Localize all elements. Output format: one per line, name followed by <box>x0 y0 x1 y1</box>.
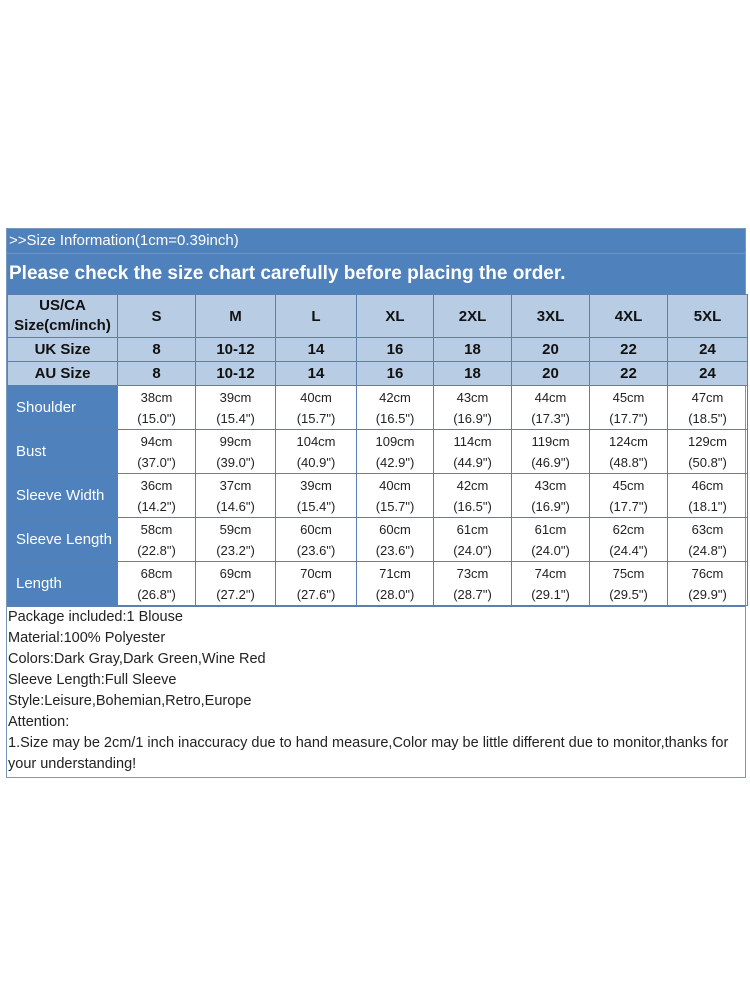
measurement-cell <box>357 562 434 606</box>
us-size-cell: L <box>276 295 357 338</box>
cm-value: 39cm <box>300 477 332 493</box>
inch-value: (15.7") <box>296 410 336 426</box>
cm-value: 109cm <box>375 433 415 449</box>
measurement-cell <box>434 562 512 606</box>
inch-value: (46.9") <box>531 454 570 470</box>
cm-value: 74cm <box>534 565 567 581</box>
cm-value: 47cm <box>691 389 724 405</box>
measurement-label: Shoulder <box>8 386 118 430</box>
au-size-cell: 18 <box>434 362 512 386</box>
au-size-cell: 16 <box>357 362 434 386</box>
inch-value: (14.6") <box>216 498 255 514</box>
inch-value: (27.2") <box>216 586 255 602</box>
cm-value: 76cm <box>691 565 724 581</box>
cm-value: 68cm <box>140 565 173 581</box>
cm-value: 104cm <box>296 433 336 449</box>
sleeve-note: Sleeve Length:Full Sleeve <box>8 672 177 688</box>
inch-value: (17.3") <box>531 410 570 426</box>
au-size-cell: 14 <box>276 362 357 386</box>
cm-value: 119cm <box>531 433 570 449</box>
cm-value: 37cm <box>219 477 252 493</box>
measurement-cell <box>434 474 512 518</box>
cm-value: 60cm <box>379 521 411 537</box>
measurement-cell <box>434 518 512 562</box>
measurement-cell <box>118 562 196 606</box>
measurement-cell <box>590 562 668 606</box>
measurement-row <box>8 430 748 474</box>
measurement-cell <box>118 386 196 430</box>
inch-value: (16.5") <box>375 410 415 426</box>
inch-value: (29.9") <box>688 586 727 602</box>
inch-value: (15.7") <box>375 498 415 514</box>
cm-value: 45cm <box>612 389 645 405</box>
cm-value: 61cm <box>534 521 567 537</box>
us-size-cell: 5XL <box>668 295 748 338</box>
measurement-cell <box>512 562 590 606</box>
size-info-title: >>Size Information(1cm=0.39inch) <box>7 229 745 254</box>
cm-value: 43cm <box>534 477 567 493</box>
measurement-cell <box>668 518 748 562</box>
cm-value: 99cm <box>219 433 252 449</box>
uk-size-cell: 18 <box>434 338 512 362</box>
cm-value: 129cm <box>687 433 728 449</box>
cm-value: 59cm <box>219 521 252 537</box>
measurement-label: Length <box>8 562 118 606</box>
inch-value: (40.9") <box>296 454 336 470</box>
cm-value: 70cm <box>300 565 332 581</box>
measurement-cell <box>196 430 276 474</box>
us-size-row <box>8 295 748 338</box>
measurement-label: Sleeve Length <box>8 518 118 562</box>
size-table <box>7 294 748 606</box>
cm-value: 58cm <box>140 521 173 537</box>
cm-value: 94cm <box>140 433 173 449</box>
measurement-cell <box>276 474 357 518</box>
inch-value: (17.7") <box>609 410 648 426</box>
us-size-cell: 3XL <box>512 295 590 338</box>
measurement-cell <box>357 430 434 474</box>
cm-value: 42cm <box>379 389 411 405</box>
inch-value: (24.4") <box>609 542 648 558</box>
inch-value: (28.0") <box>375 586 415 602</box>
cm-value: 124cm <box>608 433 649 449</box>
cm-value: 43cm <box>456 389 489 405</box>
cm-value: 45cm <box>612 477 645 493</box>
measurement-cell <box>276 518 357 562</box>
au-size-label: AU Size <box>8 362 118 386</box>
measurement-cell <box>590 474 668 518</box>
cm-value: 42cm <box>456 477 489 493</box>
inch-value: (23.6") <box>296 542 336 558</box>
uk-size-cell: 10-12 <box>196 338 276 362</box>
inch-value: (28.7") <box>453 586 492 602</box>
material-note: Material:100% Polyester <box>8 630 166 646</box>
cm-value: 62cm <box>612 521 645 537</box>
measurement-cell <box>590 430 668 474</box>
measurement-cell <box>590 386 668 430</box>
measurement-cell <box>668 386 748 430</box>
measurement-cell <box>276 562 357 606</box>
us-size-cell: 4XL <box>590 295 668 338</box>
measurement-cell <box>668 430 748 474</box>
measurement-cell <box>357 386 434 430</box>
measurement-cell <box>196 562 276 606</box>
inch-value: (42.9") <box>375 454 415 470</box>
measurement-cell <box>512 386 590 430</box>
measurement-row <box>8 562 748 606</box>
cm-value: 61cm <box>456 521 489 537</box>
inch-value: (26.8") <box>137 586 176 602</box>
inch-value: (17.7") <box>609 498 648 514</box>
au-size-row <box>8 362 748 386</box>
us-label-line1: US/CA <box>39 297 86 314</box>
inch-value: (39.0") <box>216 454 255 470</box>
measurement-cell <box>196 474 276 518</box>
inch-value: (15.0") <box>137 410 176 426</box>
inch-value: (18.5") <box>688 410 727 426</box>
size-chart <box>6 228 746 778</box>
measurement-cell <box>196 386 276 430</box>
measurement-cell <box>196 518 276 562</box>
measurement-label: Bust <box>8 430 118 474</box>
us-size-cell: S <box>118 295 196 338</box>
measurement-cell <box>590 518 668 562</box>
colors-note: Colors:Dark Gray,Dark Green,Wine Red <box>8 651 266 667</box>
size-notice: Please check the size chart carefully before placing the order. <box>9 263 566 284</box>
uk-size-cell: 22 <box>590 338 668 362</box>
measurement-cell <box>512 518 590 562</box>
us-size-label <box>8 295 118 338</box>
au-size-cell: 20 <box>512 362 590 386</box>
cm-value: 71cm <box>379 565 411 581</box>
inch-value: (16.9") <box>453 410 492 426</box>
inch-value: (44.9") <box>453 454 492 470</box>
inch-value: (18.1") <box>688 498 727 514</box>
style-note: Style:Leisure,Bohemian,Retro,Europe <box>8 693 252 709</box>
inch-value: (48.8") <box>609 454 648 470</box>
measurement-row <box>8 386 748 430</box>
measurement-cell <box>434 386 512 430</box>
au-size-cell: 22 <box>590 362 668 386</box>
au-size-cell: 8 <box>118 362 196 386</box>
inch-value: (15.4") <box>296 498 336 514</box>
measurement-row <box>8 474 748 518</box>
uk-size-cell: 8 <box>118 338 196 362</box>
uk-size-label: UK Size <box>8 338 118 362</box>
inch-value: (16.5") <box>453 498 492 514</box>
attention-heading: Attention: <box>8 714 70 730</box>
inch-value: (24.0") <box>453 542 492 558</box>
cm-value: 39cm <box>219 389 252 405</box>
inch-value: (29.1") <box>531 586 570 602</box>
inch-value: (23.6") <box>375 542 415 558</box>
cm-value: 44cm <box>534 389 567 405</box>
uk-size-cell: 24 <box>668 338 748 362</box>
cm-value: 73cm <box>456 565 489 581</box>
disclaimer-note: 1.Size may be 2cm/1 inch inaccuracy due to hand measure,Color may be little different due to monitor,thanks for your understanding! <box>8 735 729 772</box>
size-info-banner <box>7 229 745 294</box>
inch-value: (16.9") <box>531 498 570 514</box>
measurement-cell <box>512 474 590 518</box>
measurement-cell <box>512 430 590 474</box>
measurement-cell <box>357 474 434 518</box>
product-notes <box>7 606 745 777</box>
cm-value: 40cm <box>300 389 332 405</box>
cm-value: 36cm <box>140 477 173 493</box>
measurement-cell <box>357 518 434 562</box>
inch-value: (23.2") <box>216 542 255 558</box>
uk-size-row <box>8 338 748 362</box>
measurement-cell <box>434 430 512 474</box>
us-size-cell: XL <box>357 295 434 338</box>
measurement-cell <box>668 474 748 518</box>
inch-value: (50.8") <box>688 454 727 470</box>
uk-size-cell: 20 <box>512 338 590 362</box>
cm-value: 63cm <box>691 521 724 537</box>
measurement-cell <box>118 430 196 474</box>
measurement-label: Sleeve Width <box>8 474 118 518</box>
cm-value: 114cm <box>453 433 492 449</box>
uk-size-cell: 14 <box>276 338 357 362</box>
cm-value: 75cm <box>612 565 645 581</box>
inch-value: (24.8") <box>688 542 727 558</box>
us-size-cell: 2XL <box>434 295 512 338</box>
us-label-line2: Size(cm/inch) <box>14 317 111 334</box>
inch-value: (29.5") <box>609 586 648 602</box>
cm-value: 60cm <box>300 521 332 537</box>
measurement-cell <box>118 474 196 518</box>
measurement-row <box>8 518 748 562</box>
cm-value: 46cm <box>691 477 724 493</box>
package-note: Package included:1 Blouse <box>8 609 183 625</box>
measurement-cell <box>276 386 357 430</box>
inch-value: (14.2") <box>137 498 176 514</box>
us-size-cell: M <box>196 295 276 338</box>
inch-value: (27.6") <box>296 586 336 602</box>
au-size-cell: 24 <box>668 362 748 386</box>
cm-value: 40cm <box>379 477 411 493</box>
uk-size-cell: 16 <box>357 338 434 362</box>
measurement-cell <box>118 518 196 562</box>
measurement-cell <box>668 562 748 606</box>
measurement-cell <box>276 430 357 474</box>
inch-value: (37.0") <box>137 454 176 470</box>
au-size-cell: 10-12 <box>196 362 276 386</box>
inch-value: (24.0") <box>531 542 570 558</box>
cm-value: 69cm <box>219 565 252 581</box>
cm-value: 38cm <box>140 389 173 405</box>
inch-value: (22.8") <box>137 542 176 558</box>
inch-value: (15.4") <box>216 410 255 426</box>
